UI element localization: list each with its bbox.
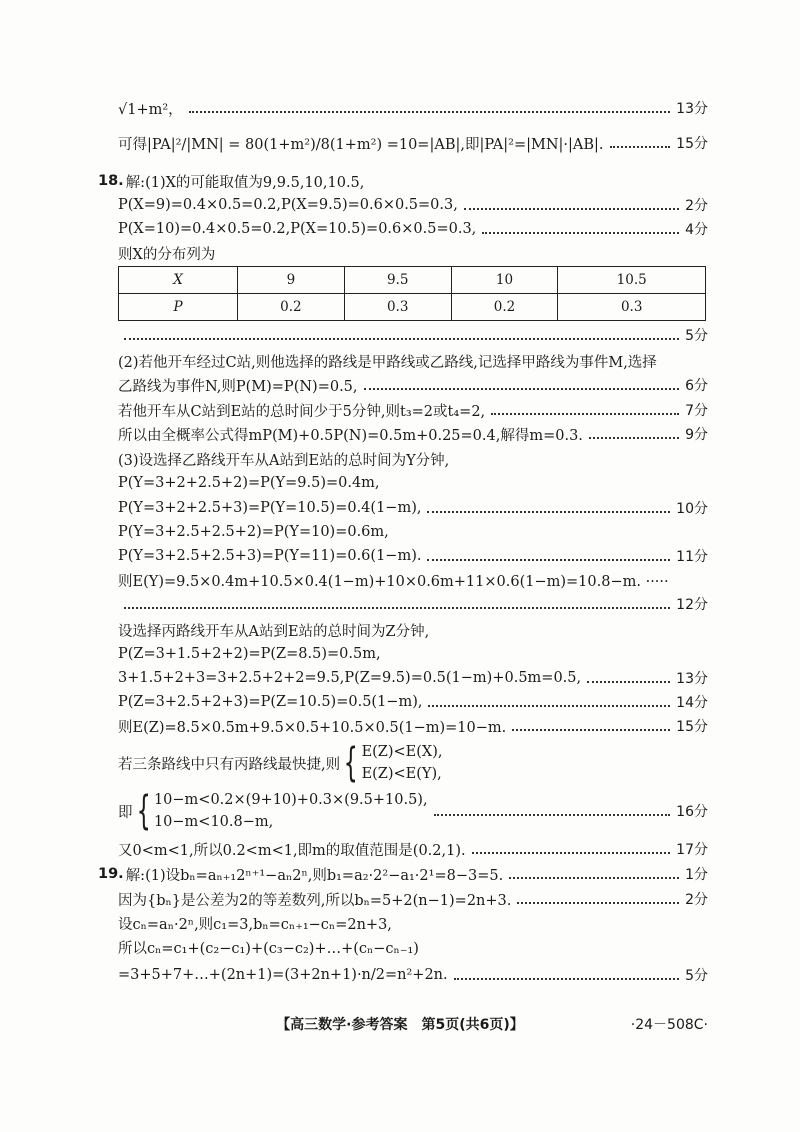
line-l03: 18. 解:(1)X的可能取值为9,9.5,10,10.5, xyxy=(98,173,365,191)
line-l12: (3)设选择乙路线开车从A站到E站的总时间为Y分钟, xyxy=(118,452,450,469)
inequality-system: { 10−m<0.2×(9+10)+0.3×(9.5+10.5), 10−m<10.8−m, xyxy=(136,788,428,834)
inequality-system: { E(Z)<E(X), E(Z)<E(Y), xyxy=(343,740,443,786)
table-cell: 0.2 xyxy=(238,294,345,321)
line-l13: P(Y=3+2+2.5+2)=P(Y=9.5)=0.4m, xyxy=(118,475,380,491)
line-l18: 12分 xyxy=(118,591,708,617)
line-l02: 可得|PA|²/|MN| = 80(1+m²)/8(1+m²) =10=|AB|,即|PA|²=|MN|·|AB|. 15分 xyxy=(118,136,708,153)
line-l17: 则E(Y)=9.5×0.4m+10.5×0.4(1−m)+10×0.6m+11×0.6(1−m)=10.8−m. ····· xyxy=(118,573,669,590)
footer-code: ·24－508C· xyxy=(630,1017,708,1033)
table-row xyxy=(119,294,706,321)
line-l06: 则X的分布列为 xyxy=(118,246,216,263)
line-l28: 因为{bₙ}是公差为2的等差数列,所以bₙ=5+2(n−1)=2n+3. 2分 xyxy=(118,892,708,909)
line-l08: (2)若他开车经过C站,则他选择的路线是甲路线或乙路线,记选择甲路线为事件M,选择 xyxy=(118,354,657,371)
distribution-table xyxy=(118,266,706,321)
line-l01: √1+m²， 13分 xyxy=(118,101,708,118)
table-cell: 9 xyxy=(238,267,345,294)
page-footer xyxy=(0,1012,800,1038)
line-l26: 又0<m<1,所以0.2<m<1,即m的取值范围是(0.2,1). 17分 xyxy=(118,842,708,859)
table-cell: 10.5 xyxy=(558,267,706,294)
table-cell: 10 xyxy=(451,267,558,294)
table-cell: 0.2 xyxy=(451,294,558,321)
line-l24: 若三条路线中只有丙路线最快捷,则 { E(Z)<E(X), E(Z)<E(Y), xyxy=(118,740,443,786)
line-l09: 乙路线为事件N,则P(M)=P(N)=0.5, 6分 xyxy=(118,378,708,395)
line-l20: P(Z=3+1.5+2+2)=P(Z=8.5)=0.5m, xyxy=(118,646,381,662)
line-l25: 即 { 10−m<0.2×(9+10)+0.3×(9.5+10.5), 10−m<10.8−m, 16分 xyxy=(118,788,708,834)
line-l21: 3+1.5+2+3=3+2.5+2+2=9.5,P(Z=9.5)=0.5(1−m)+0.5m=0.5, 13分 xyxy=(118,670,708,687)
footer-title: 【高三数学·参考答案 第5页(共6页)】 xyxy=(276,1017,524,1033)
line-l16: P(Y=3+2.5+2.5+3)=P(Y=11)=0.6(1−m). 11分 xyxy=(118,548,708,565)
line-l29: 设cₙ=aₙ·2ⁿ,则c₁=3,bₙ=cₙ₊₁−cₙ=2n+3, xyxy=(118,916,392,933)
line-l10: 若他开车从C站到E站的总时间少于5分钟,则t₃=2或t₄=2, 7分 xyxy=(118,403,708,420)
line-l07: 5分 xyxy=(118,322,708,348)
table-cell: 9.5 xyxy=(344,267,451,294)
line-l11: 所以由全概率公式得mP(M)+0.5P(N)=0.5m+0.25=0.4,解得m=0.3. 9分 xyxy=(118,427,708,444)
line-l31: =3+5+7+…+(2n+1)=(3+2n+1)·n/2=n²+2n. 5分 xyxy=(118,967,708,984)
table-cell: 0.3 xyxy=(558,294,706,321)
line-l15: P(Y=3+2.5+2.5+2)=P(Y=10)=0.6m, xyxy=(118,524,389,540)
table-cell: X xyxy=(119,267,238,294)
table-cell: 0.3 xyxy=(344,294,451,321)
line-l23: 则E(Z)=8.5×0.5m+9.5×0.5+10.5×0.5(1−m)=10−m. 15分 xyxy=(118,719,708,736)
line-l22: P(Z=3+2.5+2+3)=P(Z=10.5)=0.5(1−m), 14分 xyxy=(118,694,708,711)
line-l27: 19. 解:(1)设bₙ=aₙ₊₁2ⁿ⁺¹−aₙ2ⁿ,则b₁=a₂·2²−a₁·2¹=8−3=5. 1分 xyxy=(98,866,708,884)
line-l30: 所以cₙ=c₁+(c₂−c₁)+(c₃−c₂)+…+(cₙ−cₙ₋₁) xyxy=(118,940,419,957)
line-l05: P(X=10)=0.4×0.5=0.2,P(X=10.5)=0.6×0.5=0.3, 4分 xyxy=(118,221,708,238)
line-l04: P(X=9)=0.4×0.5=0.2,P(X=9.5)=0.6×0.5=0.3, 2分 xyxy=(118,197,708,214)
table-cell: P xyxy=(119,294,238,321)
table-row xyxy=(119,267,706,294)
line-l14: P(Y=3+2+2.5+3)=P(Y=10.5)=0.4(1−m), 10分 xyxy=(118,500,708,517)
line-l19: 设选择丙路线开车从A站到E站的总时间为Z分钟, xyxy=(118,623,430,640)
